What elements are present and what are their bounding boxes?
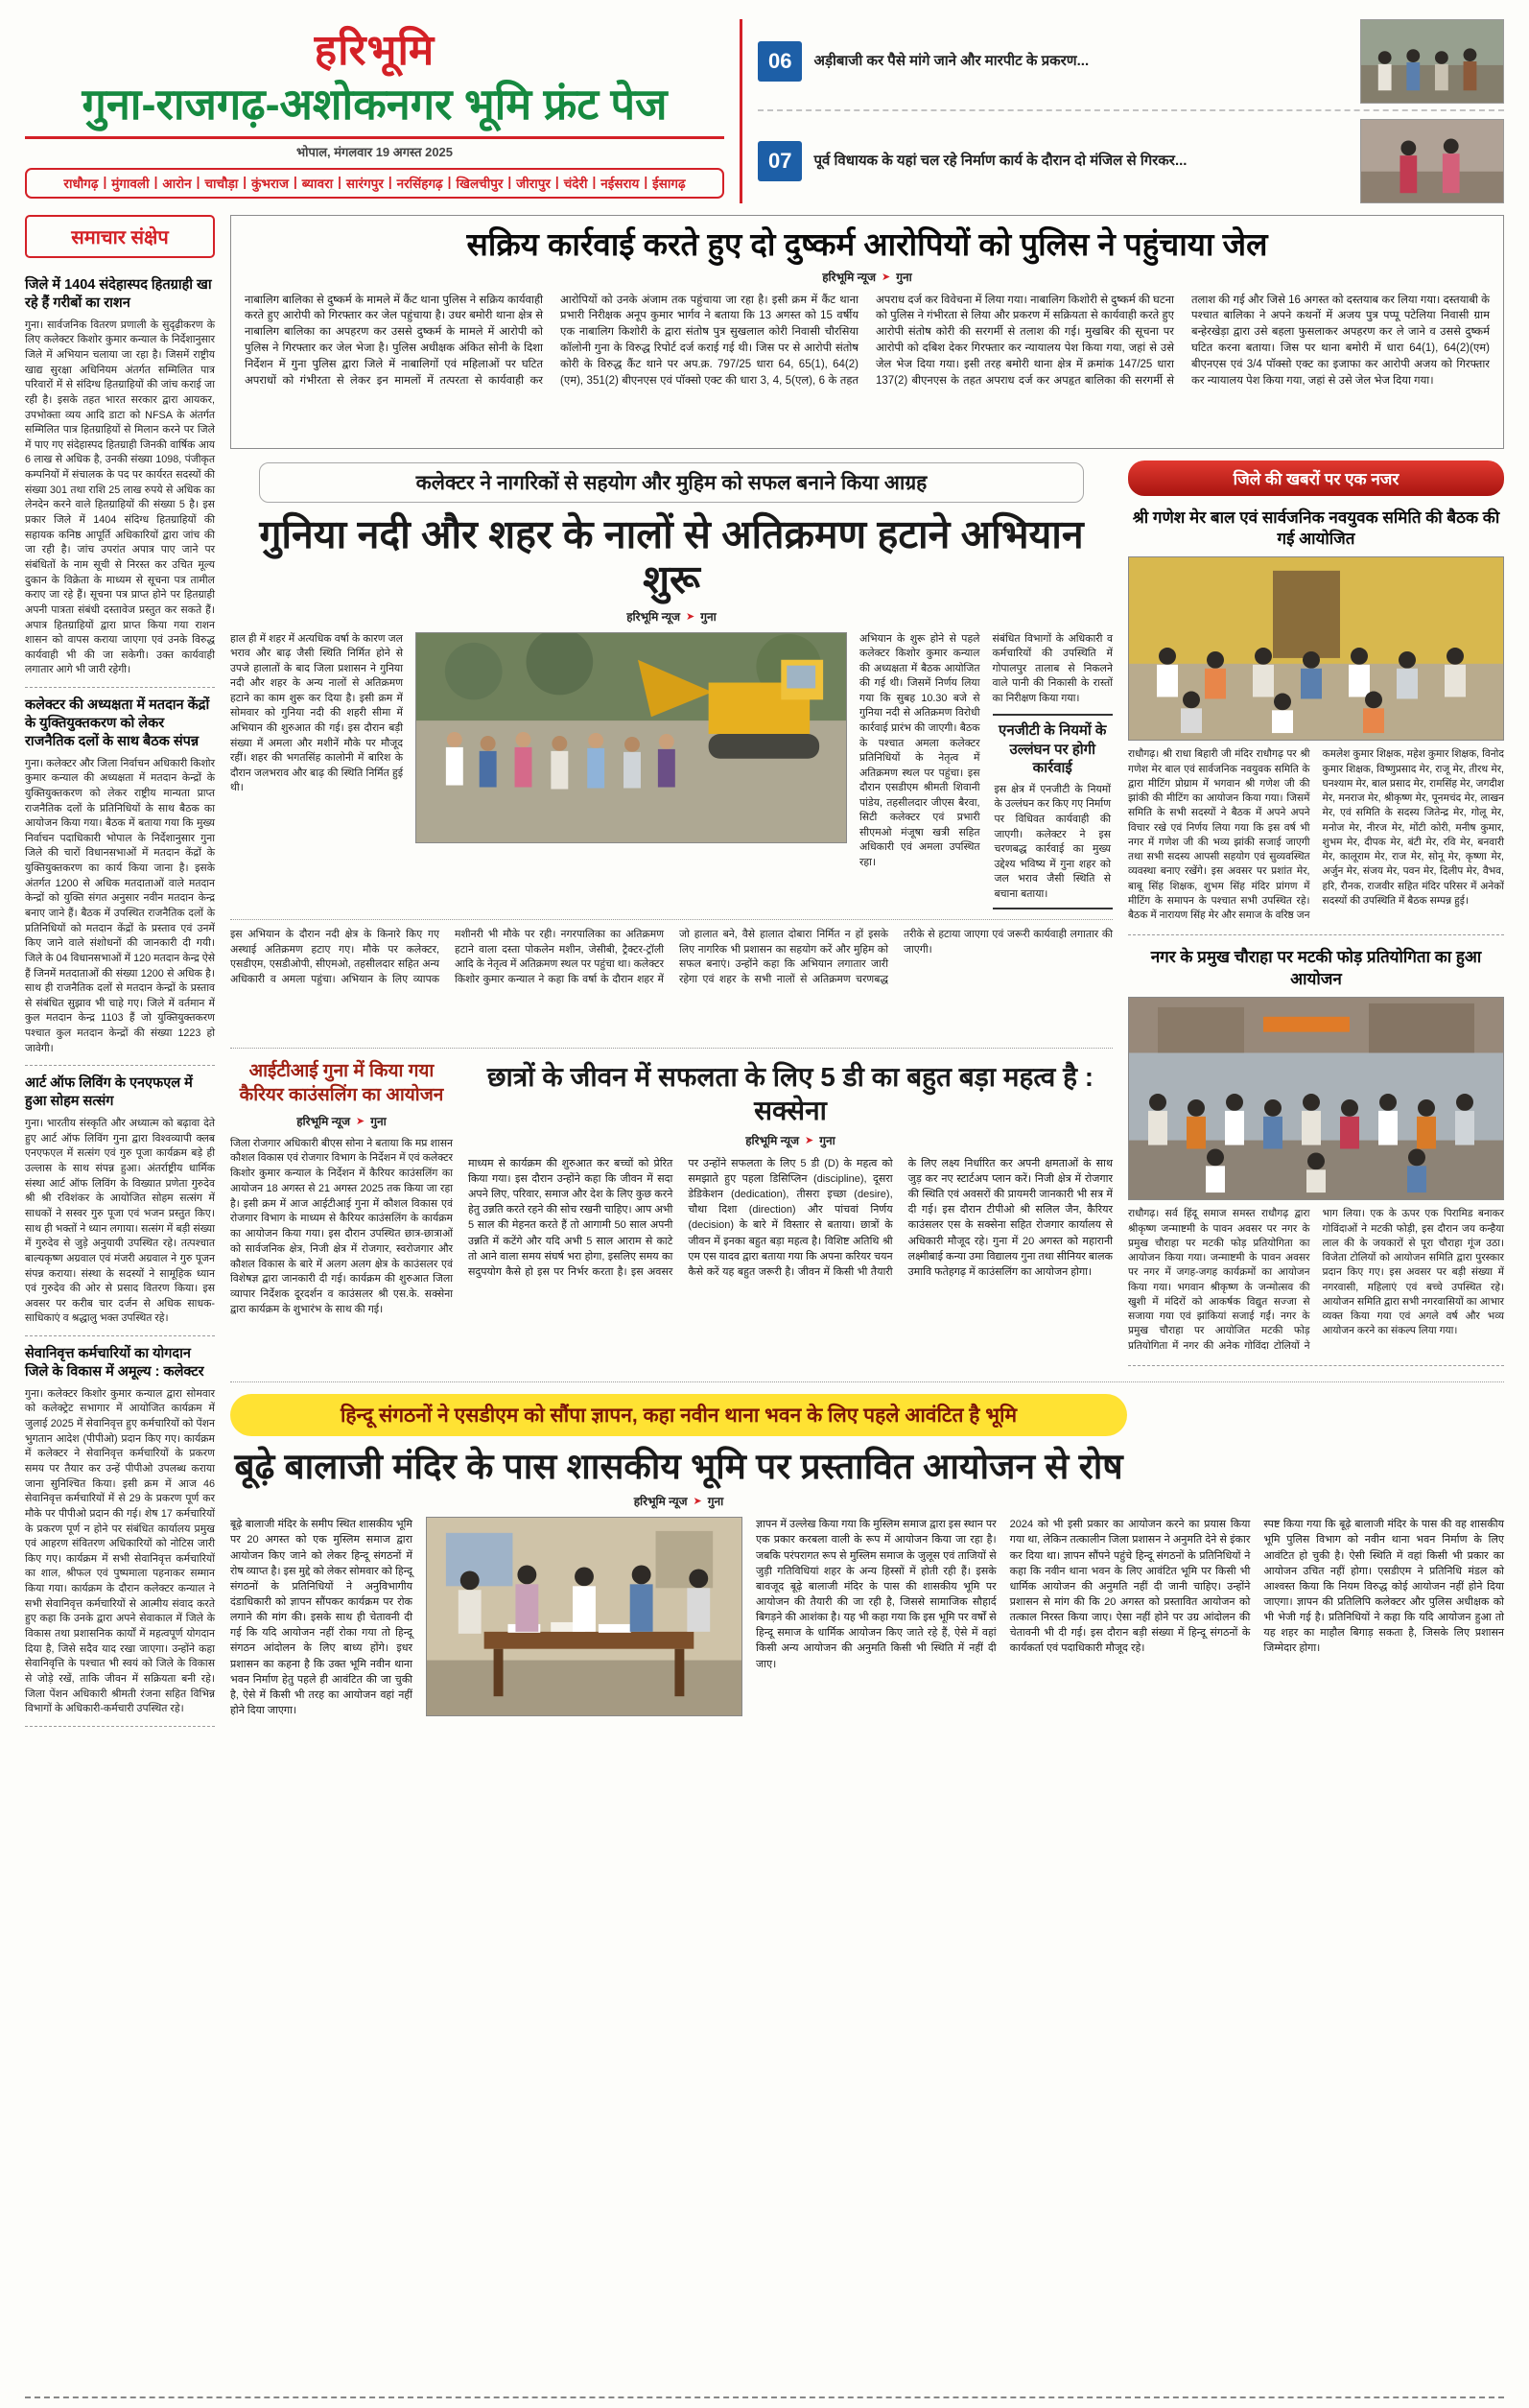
main-area <box>230 215 1504 1939</box>
nav-city[interactable]: नरसिंहगढ़ <box>396 177 443 192</box>
article-body-continued: इस अभियान के दौरान नदी क्षेत्र के किनारे किए गए अस्थाई अतिक्रमण हटाए गए। मौके पर कलेक्टर, एसडीएम, एसडीओपी, सीएमओ, तहसीलदार सहित अन्य अधिकारी व अमला पहुंचा। अभियान के लिए व्यापक मशीनरी भी मौके पर रही। नगरपालिका का अतिक्रमण हटाने वाला दस्ता पोकलेन मशीन, जेसीबी, ट्रैक्टर-ट्रॉली आदि के नेतृत्व में अतिक्रमण स्थल पर पहुंचा था। कलेक्टर किशोर कुमार कन्याल ने कहा कि वर्षा के दौरान शहर में जो हालात बने, वैसे हालात दोबारा निर्मित न हों इसके लिए नागरिक भी प्रशासन का सहयोग करें और मुहिम को सफल बनाएं। उन्होंने कहा कि अभियान लगातार जारी रहेगा एवं शहर के सभी नालों से अतिक्रमण चरणबद्ध तरीके से हटाया जाएगा एवं जरूरी कार्यवाही लगातार की जाएगी। <box>230 919 1113 1034</box>
article-column: अभियान के शुरू होने से पहले कलेक्टर किशोर कुमार कन्याल की अध्यक्षता में बैठक आयोजित की गई थी। जिसमें निर्णय लिया गया कि सुबह 10.30 बजे से गुनिया नदी से अतिक्रमण विरोधी कार्रवाई प्रारंभ की जाएगी। बैठक के पश्चात अमला कलेक्टर प्रतिनिधियों के नेतृत्व में अतिक्रमण स्थल पर पहुंचा। इस दौरान एसडीएम श्रीमती शिवानी पांडेय, तहसीलदार जीएस बैरवा, सिटी कलेक्टर एवं प्रभारी सीएमओ मंजूषा खत्री सहित अधिकारी एवं अमला उपस्थित रहा। <box>859 632 980 868</box>
nav-separator: | <box>293 175 297 190</box>
article-column: बूढ़े बालाजी मंदिर के समीप स्थित शासकीय भूमि पर 20 अगस्त को एक मुस्लिम समाज द्वारा आयोजन किए जाने को लेकर हिन्दू संगठनों में रोष व्याप्त है। इस मुद्दे को लेकर सोमवार को हिन्दू संगठनों के प्रतिनिधियों ने अनुविभागीय दंडाधिकारी को ज्ञापन सौंपकर कार्यक्रम पर रोक लगाने की मांग की। इसके साथ ही चेतावनी दी गई कि यदि आयोजन नहीं रोका गया तो हिन्दू संगठन आंदोलन के लिए बाध्य होंगे। इधर प्रशासन का कहना है कि उक्त भूमि नवीन थाना भवन निर्माण हेतु पहले ही आवंटित की जा चुकी है, ऐसे में किसी भी तरह का आयोजन वहां नहीं होने दिया जाएगा। <box>230 1519 412 1717</box>
byline-arrow-icon: ➤ <box>805 1135 814 1147</box>
article-headline: जिले में 1404 संदेहास्पद हितग्राही खा रहे हैं गरीबों का राशन <box>25 277 212 311</box>
guniya-river-article <box>230 462 1113 1035</box>
byline-arrow-icon: ➤ <box>882 271 891 283</box>
article-headline: सेवानिवृत्त कर्मचारियों का योगदान जिले के विकास में अमूल्य : कलेक्टर <box>25 1346 204 1380</box>
edition-title: गुना-राजगढ़-अशोकनगर भूमि फ्रंट पेज <box>82 80 668 129</box>
news-briefs-sidebar <box>25 215 215 1939</box>
sidebar-article-polling <box>25 688 215 1066</box>
brief-text: अड़ीबाजी कर पैसे मांगे जाने और मारपीट के प्रकरण... <box>813 52 1090 69</box>
article-headline: सक्रिय कार्रवाई करते हुए दो दुष्कर्म आरोपियों को पुलिस ने पहुंचाया जेल <box>466 226 1268 262</box>
byline-agency: हरिभूमि न्यूज <box>745 1134 800 1148</box>
article-body: जिला रोजगार अधिकारी बीएस सोना ने बताया कि मप्र शासन कौशल विकास एवं रोजगार विभाग के निर्देशन में एवं कलेक्टर किशोर कुमार कन्याल के निर्देशन में कैरियर काउंसलिंग का आयोजन 18 अगस्त से 21 अगस्त 2025 तक किया जा रहा है। इसी क्रम में आज आईटीआई गुना में कौशल विकास एवं रोजगार विभाग के माध्यम से कैरियर काउंसलिंग के कार्यक्रम का आयोजन किया गया। इस दौरान उपस्थित छात्र-छात्राओं को सार्वजनिक क्षेत्र, निजी क्षेत्र में रोजगार, स्वरोजगार और कौशल विकास के बारे में अलग अलग क्षेत्र के काउंसलर एवं विशेषज्ञ द्वारा जानकारी दी गई। कार्यक्रम की शुरुआत जिला व्यापार निर्देशक दूरदर्शन व काउंसलर श्री एस.के. सक्सेना द्वारा कार्यक्रम के शुभारंभ के साथ की गई। <box>230 1137 453 1315</box>
nav-city[interactable]: चाचौड़ा <box>204 177 239 192</box>
nav-city[interactable]: मुंगावली <box>111 177 150 192</box>
byline-agency: हरिभूमि न्यूज <box>296 1114 351 1128</box>
nav-separator: | <box>103 175 107 190</box>
nav-city[interactable]: आरोन <box>162 177 192 192</box>
article-column-text: संबंधित विभागों के अधिकारी व कर्मचारियों की उपस्थिति में गोपालपुर तालाब से निकलने वाले पानी की निकासी के रास्तों का निरीक्षण किया गया। <box>992 632 1113 704</box>
nav-separator: | <box>644 175 648 190</box>
masthead <box>25 19 1504 203</box>
ngt-subsection <box>993 714 1114 909</box>
iti-counselling-article <box>230 1060 453 1338</box>
byline-place: गुना <box>707 1495 724 1509</box>
subsection-body: इस क्षेत्र में एनजीटी के नियमों के उल्लंघन कर किए गए निर्माण पर विधिवत कार्यवाही की जाएगी। कलेक्टर ने इस चरणबद्ध कार्रवाई का मुख्य उद्देश्य भविष्य में गुना शहर को जल भराव जैसी स्थिति से बचाना बताया। <box>994 783 1111 900</box>
nav-separator: | <box>388 175 392 190</box>
byline-agency: हरिभूमि न्यूज <box>626 609 681 624</box>
nav-separator: | <box>153 175 158 190</box>
article-body: गुना। भारतीय संस्कृति और अध्यात्म को बढ़ावा देते हुए आर्ट ऑफ लिविंग गुना द्वारा विश्वव्यापी क्लब एनएफएल में सत्संग एवं गुरु पूजा कार्यक्रम बड़े ही उल्लास के साथ संपन्न हुआ। अंतर्राष्ट्रीय धार्मिक संस्था आर्ट ऑफ लिविंग के विख्यात प्रणेता गुरुदेव श्री श्री रविशंकर के आयोजित सोहम सत्संग में साधकों ने सस्वर गुरु पूजा एवं भजन प्रस्तुत किए। साथ ही भक्तों ने ध्यान लगाया। सत्संग में बड़ी संख्या में गुरुदेव से जुड़े अनुयायी उपस्थित रहे। तत्पश्चात बाल्यकृष्ण अग्रवाल एवं मंजरी अग्रवाल ने गुरु पूजन संपन्न कराया। संस्था के सदस्यों ने सामूहिक ध्यान एवं गुरुदेव की ओर से प्रसाद वितरण किया। इस अवसर पर करीब चार दर्जन से अधिक साधक-साधिकाएं व श्रद्धालु भक्त उपस्थित रहे। <box>25 1118 215 1325</box>
sidebar-header: समाचार संक्षेप <box>25 215 215 258</box>
byline-place: गुना <box>700 609 717 624</box>
article-kicker: कलेक्टर ने नागरिकों से सहयोग और मुहिम को सफल बनाने किया आग्रह <box>259 462 1084 503</box>
nav-city[interactable]: ईसागढ़ <box>652 177 686 192</box>
byline <box>468 1132 1113 1148</box>
article-column: 2024 को भी इसी प्रकार का आयोजन करने का प्रयास किया गया था, लेकिन तत्कालीन जिला प्रशासन ने अनुमति देने से इंकार कर दिया था। ज्ञापन सौंपने पहुंचे हिन्दू संगठनों के प्रतिनिधियों ने कहा कि नवीन थाना भवन के लिए आवंटित भूमि पर किसी भी धार्मिक आयोजन की अनुमति नहीं दी जानी चाहिए। उन्होंने प्रशासन से मांग की कि 20 अगस्त को प्रस्तावित आयोजन को तत्काल निरस्त किया जाए। ऐसा नहीं होने पर उग्र आंदोलन की चेतावनी भी दी गई। इस दौरान बड़ी संख्या में हिन्दू संगठनों के कार्यकर्ता एवं पदाधिकारी मौजूद रहे। <box>1009 1519 1251 1655</box>
bottom-article-grid <box>230 1517 1504 1939</box>
byline-arrow-icon: ➤ <box>356 1115 365 1127</box>
guniya-grid <box>230 632 1113 910</box>
article-column: ज्ञापन में उल्लेख किया गया कि मुस्लिम समाज द्वारा इस स्थान पर एक प्रकार करबला वाली के रूप में आयोजन किया जा रहा है। जबकि परंपरागत रूप से मुस्लिम समाज के जुलूस एवं ताजियों से जुड़ी गतिविधियां शहर के अन्य हिस्सों में होती रही हैं। इसके बावजूद बूढ़े बालाजी मंदिर के पास की शासकीय भूमि पर आयोजन की तैयारी की जा रही है, जिससे सामाजिक सौहार्द बिगड़ने की आशंका है। यह भी कहा गया कि इस भूमि पर वर्षों से हिन्दू समाज के धार्मिक आयोजन किए जाते रहे हैं, ऐसे में वहां किसी अन्य आयोजन की अनुमति किसी भी स्थिति में नहीं दी जाए। <box>756 1519 997 1670</box>
five-d-article <box>468 1060 1113 1338</box>
byline <box>230 1493 1127 1509</box>
nav-separator: | <box>338 175 341 190</box>
brief-photo-1 <box>1360 19 1504 104</box>
career-row <box>230 1048 1113 1338</box>
district-news-header: जिले की खबरों पर एक नजर <box>1128 460 1504 496</box>
sidebar-article-satsang <box>25 1066 215 1336</box>
article-body: गुना। सार्वजनिक वितरण प्रणाली के सुदृढ़ीकरण के लिए कलेक्टर किशोर कुमार कन्याल के निर्देशानुसार जिले में अभियान चलाया जा रहा है। जिसमें राष्ट्रीय खाद्य सुरक्षा अधिनियम अंतर्गत सम्मिलित पात्र परिवारों में से संदिग्ध हितग्राहियों की जांच कराई जा रही है। इसके तहत भारत सरकार द्वारा आयकर, उपभोक्ता व्यय आदि डाटा को NFSA के अंतर्गत सम्मिलित पात्र हितग्राहियों से मिलान करने पर जिले में पाए गए संदेहास्पद हितग्राही जिनकी वार्षिक आय 6 लाख से अधिक है, उनकी संख्या 1098, पंजीकृत कम्पनियों में संचालक के पद पर कार्यरत सदस्यों की संख्या 301 तथा राशि 25 लाख रुपये से अधिक का लेनदेन करने वाले हितग्राहियों की संख्या 5 है। इस प्रकार जिले में 1404 संदिग्ध हितग्राहियों की सहायक कनिष्ठ आपूर्ति अधिकारियों द्वारा जांच की जा रही है। जांच उपरांत अपात्र पाए जाने पर संबंधितों के नाम सूची से निरस्त कर उचित मूल्य दुकान के विक्रेता के माध्यम से सूचना पत्र तामील कराए जा रहे हैं। सूचना पत्र प्राप्त होने पर हितग्राही अपनी पात्रता संबंधी दस्तावेज प्रस्तुत कर सकते हैं। अपात्र हितग्राहियों द्वारा प्राप्त किया गया राशन शासन को वापस कराया जाएगा एवं उनके विरुद्ध कार्यवाही भी की जा सकेगी। उक्त कार्यवाही लगातार आगे भी जारी रहेगी। <box>25 319 215 676</box>
top-article-arrests <box>230 215 1504 449</box>
nav-city[interactable]: राधौगढ़ <box>63 177 99 192</box>
article-body: राधौगढ़। श्री राधा बिहारी जी मंदिर राधौगढ़ पर श्री गणेश मेर बाल एवं सार्वजनिक नवयुवक समिति के द्वारा मीटिंग प्रोग्राम में भगवान श्री गणेश जी की झांकी की मीटिंग का आयोजन किया गया। जिसमें समिति के सभी सदस्यों ने बैठक में अपने अपने विचार रखे एवं निर्णय लिया गया कि इस वर्ष भी नगर में गणेश जी की भव्य झांकी सजाई जाएगी तथा सभी सदस्य आपसी सहयोग एवं सुव्यवस्थित व्यवस्था बनाए रखेंगे। इस अवसर पर प्रशांत मेर, बाबू सिंह शिक्षक, शुभम सिंह मंदिर प्रांगण में मीटिंग के समापन के पश्चात सभी उपस्थित रहे। बैठक में नारायण सिंह मेर और समाज के वरिष्ठ जन कमलेश कुमार शिक्षक, महेश कुमार शिक्षक, विनोद कुमार शिक्षक, विष्णुप्रसाद मेर, राजू मेर, तीरथ मेर, घनश्याम मेर, बाल प्रसाद मेर, रामसिंह मेर, जगदीश मेर, मनराज मेर, श्रीकृष्ण मेर, पूनमचंद मेर, लाखन मेर, एवं समिति के सदस्य जितेन्द्र मेर, गोलू मेर, मनोज मेर, नीरज मेर, मोंटी कोरी, मनीष कुमार, शुभम मेर, दीपक मेर, बंटी मेर, रवि मेर, बनवारी मेर, कालूराम मेर, राज मेर, सोनू मेर, कृष्णा मेर, अर्जुन मेर, संजय मेर, पवन मेर, दिलीप मेर, वैभव, हरि, रौनक, राजवीर सहित मंदिर परिसर में अनेकों सदस्यों की उपस्थिति में बैठक सम्पन्न हुई। <box>1128 748 1504 922</box>
nav-city[interactable]: कुंभराज <box>251 177 289 192</box>
article-headline: आईटीआई गुना में किया गया कैरियर काउंसलिंग का आयोजन <box>239 1061 444 1105</box>
byline-arrow-icon: ➤ <box>693 1496 702 1508</box>
content-area <box>25 215 1504 1939</box>
byline-arrow-icon: ➤ <box>686 610 695 623</box>
balaji-land-section <box>230 1381 1504 1939</box>
sidebar-article-ration <box>25 268 215 688</box>
samiti-meeting-photo <box>1128 556 1504 741</box>
nav-separator: | <box>507 175 512 190</box>
page-number-badge: 06 <box>758 41 802 82</box>
article-headline: आर्ट ऑफ लिविंग के एनएफएल में हुआ सोहम सत्संग <box>25 1075 193 1110</box>
guniya-excavator-photo <box>415 632 847 843</box>
byline <box>230 608 1113 625</box>
article-headline: कलेक्टर की अध्यक्षता में मतदान केंद्रों के युक्तियुक्तकरण को लेकर राजनैतिक दलों के साथ बैठक संपन्न <box>25 697 210 749</box>
byline-place: गुना <box>370 1114 387 1128</box>
sidebar-article-retired <box>25 1336 215 1727</box>
masthead-briefs <box>742 19 1504 203</box>
highlight-banner: हिन्दू संगठनों ने एसडीएम को सौंपा ज्ञापन, कहा नवीन थाना भवन के लिए पहले आवंटित है भूमि <box>230 1394 1127 1436</box>
dateline: भोपाल, मंगलवार 19 अगस्त 2025 <box>295 145 454 160</box>
gyapan-handover-photo <box>426 1517 742 1716</box>
article-headline: श्री गणेश मेर बाल एवं सार्वजनिक नवयुवक समिति की बैठक की गई आयोजित <box>1132 508 1500 549</box>
article-body: गुना। कलेक्टर और जिला निर्वाचन अधिकारी किशोर कुमार कन्याल की अध्यक्षता में मतदान केन्द्रों के युक्तियुक्तकरण को लेकर राष्ट्रीय मान्यता प्राप्त राजनैतिक दलों के प्रतिनिधियों के साथ बैठक का आयोजन किया गया। बैठक में बताया गया कि मुख्य निर्वाचन पदाधिकारी भोपाल के निर्देशानुसार गुना जिले की चारों विधानसभाओं में मतदान केंद्रों के युक्तियुक्तकरण का कार्य किया जाना है। इसके अंतर्गत 1200 से अधिक मतदाताओं वाले मतदान केन्द्रों को युक्ति संगत अनुसार नवीन मतदान केन्द्र बनाए जाने हैं। बैठक में उपस्थित राजनैतिक दलों के प्रतिनिधियों को मतदान केंद्रों के प्रस्ताव एवं उनमें किए जाने वाले संशोधनों की जानकारी दी गयी। जिले के 04 विधानसभाओं में 120 मतदान केन्द्र ऐसे हैं जिनमें मतदाताओं की संख्या 1200 से अधिक है। साथ ही राजनैतिक दलों से मतदान केन्द्रों के प्रस्ताव से संबंधित सुझाव भी चाहे गए। जिले में वर्तमान में कुल मतदान केन्द्र 1103 हैं जो युक्तियुक्तकरण पश्चात कुल मतदान केन्द्रों की संख्या 1223 हो जावेगी। <box>25 757 215 1054</box>
page-cut-line <box>25 2396 1504 2398</box>
brief-photo-2 <box>1360 119 1504 203</box>
nav-city[interactable]: ब्यावरा <box>301 177 334 192</box>
nav-city[interactable]: खिलचीपुर <box>456 177 504 192</box>
cities-nav <box>25 168 724 199</box>
article-column-with-box <box>993 632 1114 910</box>
byline <box>245 269 1490 285</box>
byline-agency: हरिभूमि न्यूज <box>633 1495 688 1509</box>
top-brief-2[interactable] <box>758 109 1504 203</box>
article-column: हाल ही में शहर में अत्यधिक वर्षा के कारण जल भराव और बाढ़ जैसी स्थिति निर्मित होने से उपजे हालातों के बाद जिला प्रशासन ने गुनिया नदी और शहर के अन्य नालों से अतिक्रमण हटाने का काम शुरू कर दिया है। इसी क्रम में सोमवार को गुनिया नदी की शहरी सीमा में अभियान की शुरुआत की गई। इस दौरान बड़ी संख्या में अमला और मशीनें मौके पर मौजूद रहीं। शहर की भगतसिंह कालोनी में बारिश के दौरान जलभराव और बाढ़ की स्थिति निर्मित हुई थी। <box>230 632 403 794</box>
center-column <box>230 460 1113 1366</box>
nav-city[interactable]: चंदेरी <box>563 177 588 192</box>
article-body: गुना। कलेक्टर किशोर कुमार कन्याल द्वारा सोमवार को कलेक्ट्रेट सभागार में आयोजित कार्यक्रम में जुलाई 2025 में सेवानिवृत्त हुए कर्मचारियों को पेंशन भुगतान आदेश (पीपीओ) प्रदान किए गए। कार्यक्रम में कलेक्टर ने सेवानिवृत्त कर्मचारियों के प्रकरण समय पर तैयार कर उन्हें पीपीओ उपलब्ध कराया जाना सुनिश्चित किया। इसी क्रम में आज 46 सेवानिवृत्त कर्मचारियों में से 29 के प्रकरण पूर्ण कर मौके पर पीपीओ प्रदान की गई। शेष 17 कर्मचारियों के प्रकरण पूर्ण न होने पर संबंधित कार्यालय प्रमुख एवं आहरण संवितरण अधिकारियों को नोटिस जारी किए गए। कार्यक्रम में सभी सेवानिवृत्त कर्मचारियों का शाल, श्रीफल एवं पुष्पमाला पहनाकर सम्मान किया गया। कार्यक्रम के दौरान कलेक्टर कन्याल ने सभी सेवानिवृत्त कर्मचारियों से आत्मीय संवाद करते हुए कहा कि उनके द्वारा अपने सेवाकाल में जिले के विकास तथा प्रशासनिक कार्यों में महत्वपूर्ण योगदान दिया है, जिसे सदैव याद रखा जाएगा। उन्होंने कहा सेवानिवृत्ति के पश्चात भी स्वयं को जिले के विकास से जोड़े रखें, ताकि जीवन में सक्रियता बनी रहे। जिला पेंशन अधिकारी श्रीमती रंजना सहित विभिन्न विभागों के अधिकारी-कर्मचारी उपस्थित रहे। <box>25 1387 215 1715</box>
article-body: माध्यम से कार्यक्रम की शुरुआत कर बच्चों को प्रेरित किया गया। इस दौरान उन्होंने कहा कि जीवन में सदा अपने लिए, परिवार, समाज और देश के लिए कुछ करने हेतु उन्नति करते रहने की सोच रखनी चाहिए। आप अभी 5 साल की मेहनत करते हैं तो आगामी 50 साल अपनी उन्नति में कटेंगे और यदि अभी 5 साल आराम से काटे तो आने वाला समय संघर्ष भरा होगा, इसलिए समय का सदुपयोग कैसे हो इस पर निर्भर करता है। इस अवसर पर उन्होंने सफलता के लिए 5 डी (D) के महत्व को समझाते हुए पहला डिसिप्लिन (discipline), दूसरा डेडिकेशन (dedication), तीसरा इच्छा (desire), चौथा दिशा (direction) और पांचवां निर्णय (decision) के बारे में विस्तार से बताया। छात्रों के जीवन में इनका बहुत बड़ा महत्व है। विशिष्ट अतिथि श्री एम एस यादव द्वारा बताया गया कि अपना करियर चयन कैसे करें यह बहुत जरूरी है। जीवन में किसी भी तैयारी के लिए लक्ष्य निर्धारित कर अपनी क्षमताओं के साथ जुड़ कर नए स्टार्टअप प्लान करें। निजी क्षेत्र में रोजगार की स्थिति एवं अवसरों की प्रायमरी जानकारी भी सत्र में दी गई। इस दौरान टीपीओ श्री सलिल जैन, कैरियर काउंसलर एस के सक्सेना सहित रोजगार कार्यालय से अधिकारी मौजूद रहे। गुना में 20 अगस्त को महारानी लक्ष्मीबाई कन्या उमा विद्यालय गुना तथा सीनियर बालक उमावि फतेहगढ़ में काउंसलिंग का आयोजन होगा। <box>468 1158 1113 1278</box>
top-brief-1[interactable] <box>758 19 1504 104</box>
subsection-headline: एनजीटी के नियमों के उल्लंघन पर होगी कार्रवाई <box>999 722 1107 777</box>
mid-section <box>230 460 1504 1366</box>
district-news-column <box>1128 460 1504 1366</box>
masthead-rule <box>25 136 724 139</box>
byline <box>230 1113 453 1129</box>
article-headline: गुनिया नदी और शहर के नालों से अतिक्रमण हटाने अभियान शुरू <box>259 511 1084 602</box>
article-body: राधौगढ़। सर्व हिंदू समाज समस्त राधौगढ़ द्वारा श्रीकृष्ण जन्माष्टमी के पावन अवसर पर नगर के प्रमुख चौराहा पर मटकी फोड़ प्रतियोगिता का आयोजन किया गया। जन्माष्टमी के पावन अवसर पर नगर में जगह-जगह कार्यक्रमों का आयोजन किया गया। भगवान श्रीकृष्ण के जन्मोत्सव की खुशी में मंदिरों को आकर्षक विद्युत सज्जा से सजाया गया एवं झांकियां सजाई गईं। नगर के प्रमुख चौराहा पर आयोजित मटकी फोड़ प्रतियोगिता में नगर की अनेक गोविंदा टोलियों ने भाग लिया। एक के ऊपर एक पिरामिड बनाकर गोविंदाओं ने मटकी फोड़ी, इस दौरान जय कन्हैया लाल की के जयकारों से पूरा चौराहा गूंज उठा। विजेता टोलियों को आयोजन समिति द्वारा पुरस्कार प्रदान किए गए। इस अवसर पर बड़ी संख्या में नगरवासी, महिलाएं एवं बच्चे उपस्थित रहे। आयोजन समिति द्वारा सभी नगरवासियों का आभार व्यक्त किया गया एवं अगले वर्ष और भव्य आयोजन करने का संकल्प लिया गया। <box>1128 1208 1504 1352</box>
nav-separator: | <box>243 175 247 190</box>
nav-separator: | <box>196 175 200 190</box>
matki-phod-article <box>1128 947 1504 1365</box>
masthead-left <box>25 19 742 203</box>
nav-city[interactable]: जीरापुर <box>516 177 551 192</box>
article-headline: बूढ़े बालाजी मंदिर के पास शासकीय भूमि पर प्रस्तावित आयोजन से रोष <box>234 1446 1123 1486</box>
ganesh-samiti-article <box>1128 508 1504 936</box>
newspaper-logo: हरिभूमि <box>314 27 435 74</box>
nav-separator: | <box>447 175 452 190</box>
nav-city[interactable]: सारंगपुर <box>345 177 384 192</box>
article-column: स्पष्ट किया गया कि बूढ़े बालाजी मंदिर के पास की वह शासकीय भूमि पुलिस विभाग को नवीन थाना भवन निर्माण के लिए आवंटित हो चुकी है। ऐसी स्थिति में वहां किसी भी प्रकार का आयोजन उचित नहीं होगा। एसडीएम ने प्रतिनिधि मंडल को आश्वस्त किया कि नियम विरुद्ध कोई आयोजन नहीं होने दिया जाएगा। ज्ञापन की प्रतिलिपि कलेक्टर और पुलिस अधीक्षक को भी भेजी गई है। प्रतिनिधियों ने कहा कि यदि आयोजन हुआ तो यह शहर का माहौल बिगाड़ सकता है, जिसके लिए प्रशासन जिम्मेदार होगा। <box>1263 1519 1504 1655</box>
byline-place: गुना <box>819 1134 835 1148</box>
article-body: नाबालिग बालिका से दुष्कर्म के मामले में कैंट थाना पुलिस ने सक्रिय कार्यवाही करते हुए आरोपी को गिरफ्तार कर जेल पहुंचाया है। उधर बमोरी थाना क्षेत्र से नाबालिग बालिका का अपहरण कर उससे दुष्कर्म के मामले में आरोपी को पुलिस ने गिरफ्तार कर जेल भेजा है। पुलिस अधीक्षक अंकित सोनी के दिशा निर्देशन में गुना पुलिस द्वारा जिले में नाबालिगों एवं महिलाओं पर घटित अपराधों को गंभीरता से लेकर इन मामलों में तत्परता से कार्यवाही कर आरोपियों को उनके अंजाम तक पहुंचाया जा रहा है। इसी क्रम में कैंट थाना प्रभारी निरीक्षक अनूप कुमार भार्गव ने बताया कि 13 अगस्त को 15 वर्षीय एक नाबालिग किशोरी के द्वारा संतोष पुत्र सुखलाल कोरी निवासी चौरसिया कॉलोनी गुना के विरुद्ध रिपोर्ट दर्ज कराई गई थी। जिस पर से आरोपी संतोष कोरी के विरुद्ध कैंट थाने पर अप.क्र. 797/25 धारा 64, 65(1), 64(2)(एम), 351(2) बीएनएस एवं पॉक्सो एक्ट की धारा 3, 4, 5(एल), 6 के तहत अपराध दर्ज कर विवेचना में लिया गया। नाबालिग किशोरी से दुष्कर्म की घटना को पुलिस ने गंभीरता से लिया और प्रकरण में सक्रियता से कार्यवाही करते हुए आरोपी संतोष कोरी की सरगर्मी से तलाश की गई। मुखबिर की सूचना पर आरोपी को दबिश देकर गिरफ्तार कर न्यायालय पेश किया गया, जहां से उसे जेल भेज दिया गया। इसी तरह बमोरी थाना क्षेत्र में क्रमांक 147/25 धारा 137(2) बीएनएस के तहत अपराध दर्ज कर अपहृत बालिका की सरगर्मी से तलाश की गई और जिसे 16 अगस्त को दस्तयाब कर लिया गया। दस्तयाबी के पश्चात बालिका ने अपने कथनों में अजय पुत्र पप्पू पटेलिया निवासी ग्राम बन्हेरखेड़ा द्वारा उसे बहला फुसलाकर अपहरण कर ले जाने व उससे दुष्कर्म घटित करना बताया। जिस पर थाना बमोरी में धारा 64(1), 64(2)(एम) बीएनएस एवं 3/4 पॉक्सो एक्ट का इजाफा कर आरोपी अजय को गिरफ्तार कर न्यायालय पेश किया गया, जहां से उसे जेल भेज दिया गया। <box>245 294 1490 387</box>
brief-text: पूर्व विधायक के यहां चल रहे निर्माण कार्य के दौरान दो मंजिल से गिरकर... <box>813 152 1188 169</box>
page-number-badge: 07 <box>758 141 802 181</box>
nav-separator: | <box>592 175 597 190</box>
byline-place: गुना <box>896 270 912 284</box>
article-headline: नगर के प्रमुख चौराहा पर मटकी फोड़ प्रतियोगिता का हुआ आयोजन <box>1150 948 1482 988</box>
matki-crowd-photo <box>1128 997 1504 1200</box>
nav-separator: | <box>554 175 559 190</box>
article-headline: छात्रों के जीवन में सफलता के लिए 5 डी का बहुत बड़ा महत्व है : सक्सेना <box>486 1062 1094 1126</box>
byline-agency: हरिभूमि न्यूज <box>822 270 877 284</box>
nav-city[interactable]: नईसराय <box>600 177 640 192</box>
